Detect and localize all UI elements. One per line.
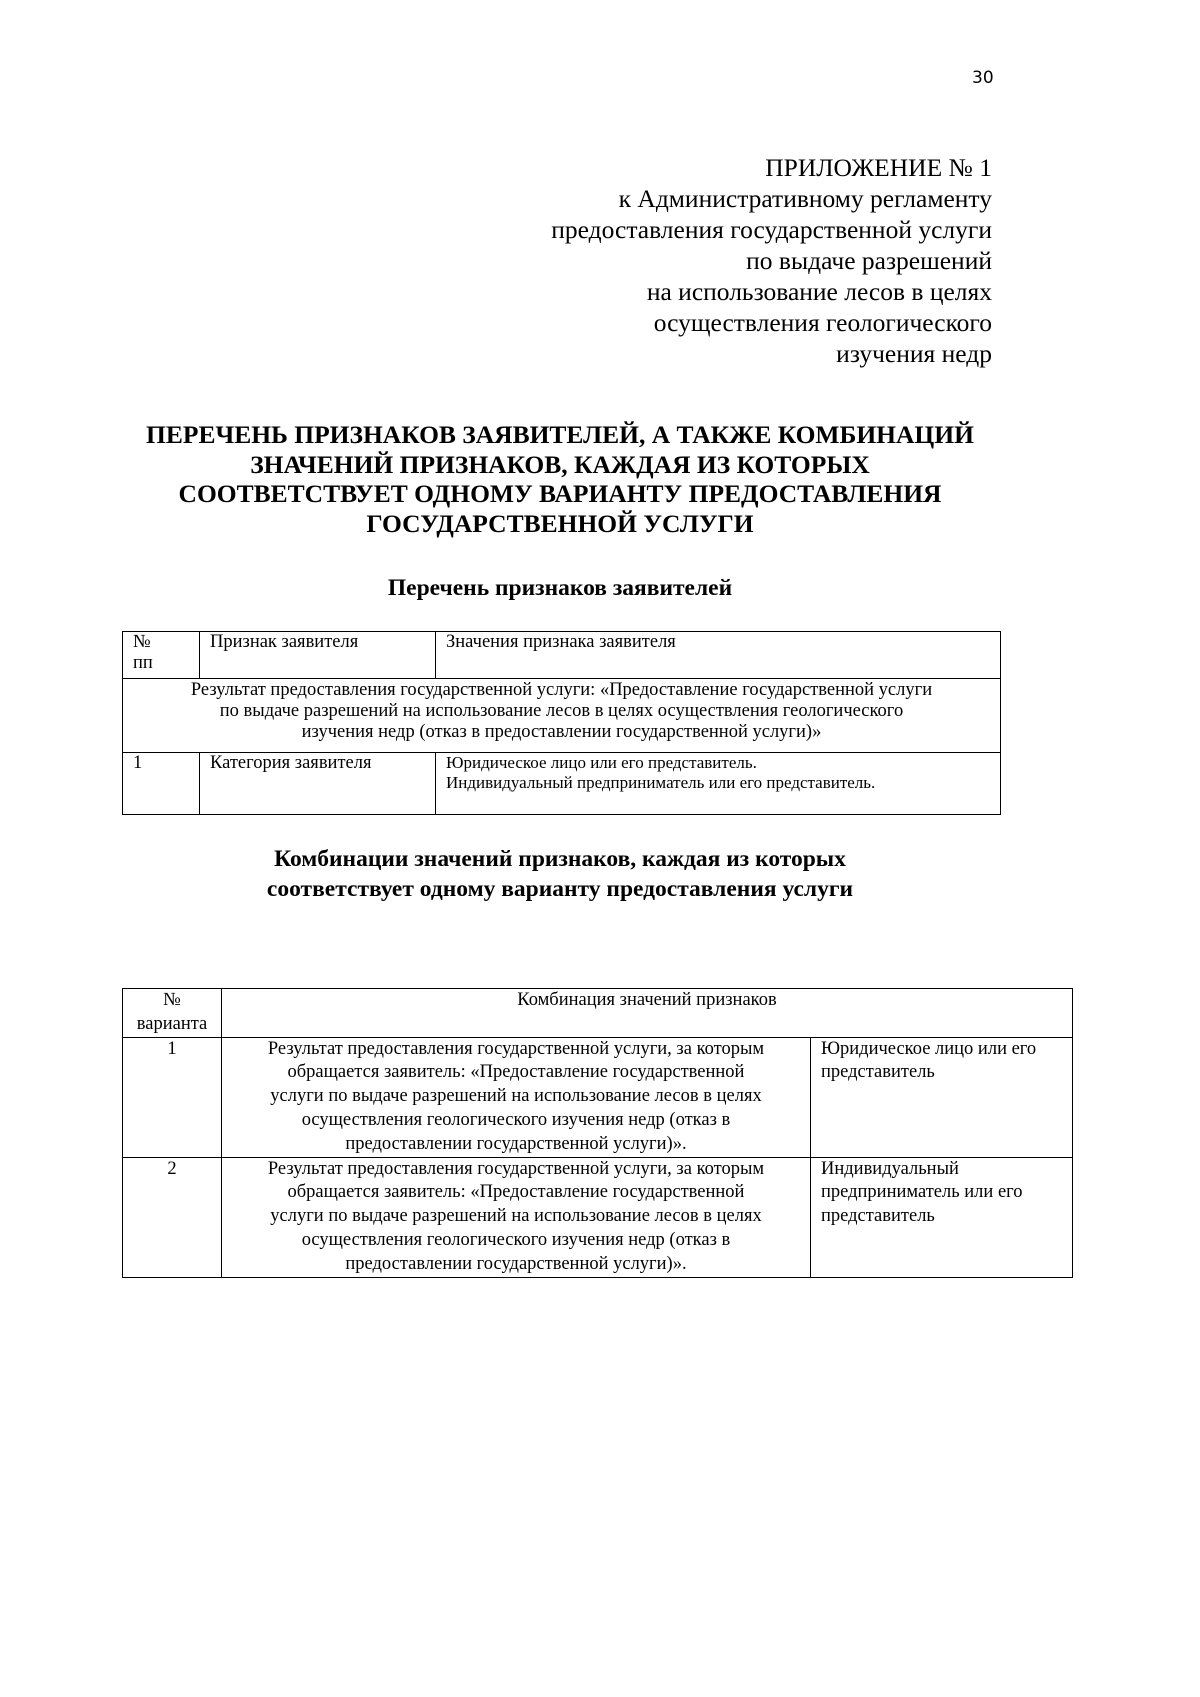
appendix-line: предоставления государственной услуги — [551, 215, 992, 244]
appendix-header — [352, 152, 992, 369]
variant-result-line: осуществления геологического изучения недр (отказ в — [301, 1109, 731, 1130]
header-combination-cell: Комбинация значений признаков — [222, 989, 1073, 1038]
variant-result-line: осуществления геологического изучения недр (отказ в — [301, 1229, 731, 1250]
appendix-line: на использование лесов в целях — [646, 277, 992, 306]
variant-result-line: Результат предоставления государственной услуги, за которым — [267, 1158, 765, 1179]
variant-result-line: обращается заявитель: «Предоставление государственной — [287, 1182, 745, 1203]
document-title — [100, 420, 1020, 538]
combinations-table — [122, 988, 1073, 1278]
table-row — [123, 753, 1001, 815]
title-line: СООТВЕТСТВУЕТ ОДНОМУ ВАРИАНТУ ПРЕДОСТАВЛЕНИЯ — [178, 479, 942, 508]
row-attribute-cell: Категория заявителя — [200, 753, 436, 815]
variant-result-line: предоставлении государственной услуги)». — [345, 1133, 687, 1154]
variant-num-cell: 2 — [123, 1157, 222, 1277]
header-attribute-cell: Признак заявителя — [200, 632, 436, 679]
table-header-row — [123, 632, 1001, 679]
page-number: 30 — [972, 68, 994, 88]
variant-num-cell: 1 — [123, 1037, 222, 1157]
header-num-line: пп — [133, 653, 153, 673]
result-line: изучения недр (отказ в предоставлении государственной услуги)» — [301, 722, 822, 742]
section2-title — [100, 844, 1020, 904]
section2-title-line: Комбинации значений признаков, каждая из которых — [274, 846, 846, 872]
variant-result-line: предоставлении государственной услуги)». — [345, 1253, 687, 1274]
header-num-line: № — [133, 632, 151, 652]
appendix-line: ПРИЛОЖЕНИЕ № 1 — [765, 153, 992, 182]
row-num-cell: 1 — [123, 753, 200, 815]
table-header-row — [123, 989, 1073, 1038]
value-line: Индивидуальный предприниматель или его представитель. — [446, 773, 876, 792]
variant-category-line: представитель — [821, 1206, 935, 1227]
result-line: Результат предоставления государственной услуги: «Предоставление государственной услуги — [190, 680, 933, 700]
appendix-line: изучения недр — [836, 339, 992, 368]
variant-result-cell — [222, 1037, 811, 1157]
section1-title: Перечень признаков заявителей — [387, 575, 733, 601]
applicant-attributes-table — [122, 631, 1001, 815]
title-line: ЗНАЧЕНИЙ ПРИЗНАКОВ, КАЖДАЯ ИЗ КОТОРЫХ — [250, 449, 870, 479]
header-num-line: варианта — [136, 1013, 208, 1034]
variant-category-line: предприниматель или его — [821, 1182, 1023, 1203]
result-line: по выдаче разрешений на использование лесов в целях осуществления геологического — [219, 701, 904, 721]
title-line: ПЕРЕЧЕНЬ ПРИЗНАКОВ ЗАЯВИТЕЛЕЙ, А ТАКЖЕ КОМБИНАЦИЙ — [146, 420, 974, 449]
variant-category-line: Юридическое лицо или его — [821, 1038, 1037, 1059]
variant-result-line: обращается заявитель: «Предоставление государственной — [287, 1062, 745, 1083]
title-line: ГОСУДАРСТВЕННОЙ УСЛУГИ — [366, 508, 754, 538]
section2-title-line: соответствует одному варианту предоставления услуги — [266, 876, 854, 902]
variant-result-line: Результат предоставления государственной услуги, за которым — [267, 1038, 765, 1059]
variant-result-line: услуги по выдаче разрешений на использование лесов в целях — [270, 1206, 762, 1227]
header-num-line: № — [163, 990, 181, 1010]
variant-category-line: представитель — [821, 1062, 935, 1083]
result-row — [123, 679, 1001, 753]
appendix-line: по выдаче разрешений — [746, 246, 992, 275]
header-num-cell — [123, 632, 200, 679]
appendix-line: к Административному регламенту — [618, 184, 992, 213]
variant-result-cell — [222, 1157, 811, 1277]
result-cell — [123, 679, 1001, 753]
table-row — [123, 1037, 1073, 1157]
value-line: Юридическое лицо или его представитель. — [446, 753, 757, 772]
variant-category-line: Индивидуальный — [821, 1158, 959, 1179]
header-variant-num-cell — [123, 989, 222, 1038]
variant-category-cell — [811, 1037, 1073, 1157]
header-values-cell: Значения признака заявителя — [436, 632, 1001, 679]
variant-category-cell — [811, 1157, 1073, 1277]
appendix-line: осуществления геологического — [653, 308, 992, 337]
row-values-cell — [436, 753, 1001, 815]
variant-result-line: услуги по выдаче разрешений на использование лесов в целях — [270, 1086, 762, 1107]
table-row — [123, 1157, 1073, 1277]
